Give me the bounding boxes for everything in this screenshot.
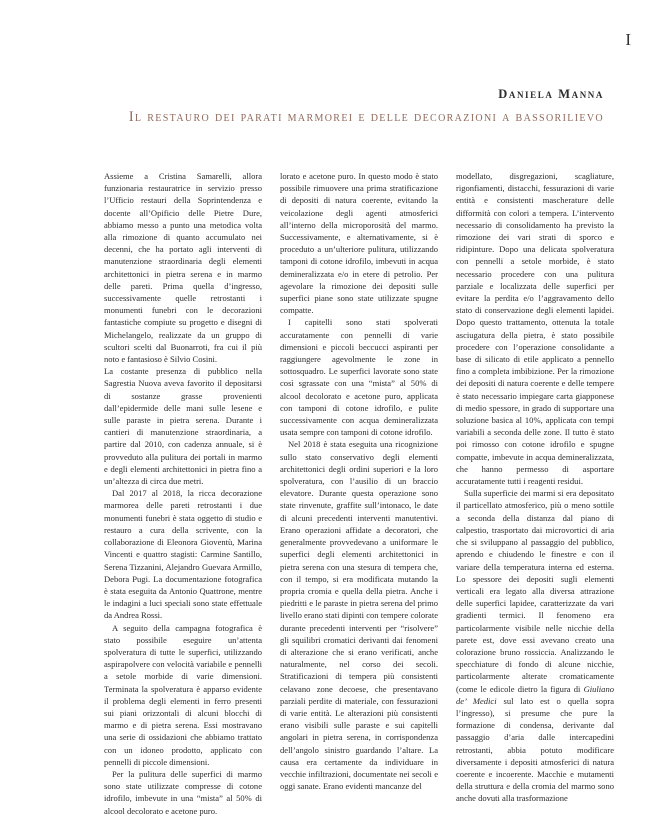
paragraph: Nel 2018 è stata eseguita una ricognizione sullo stato conservativo degli elementi architettonici degli ordini superiori e la loro spolveratura, con l’ausilio di un braccio elevatore. Durante questa operazione sono state rinvenute, graffite sull’intonaco, le date di alcuni precedenti interventi manutentivi. Erano operazioni affidate a decoratori, che generalmente provvedevano a uniformare le superfici degli elementi architettonici in pietra serena con una stesura di tempera che, con il tempo, si era modificata mutando la propria cromia e quella della pietra. Anche i piedritti e le paraste in pietra serena del primo livello erano stati dipinti con tempere colorate durante precedenti interventi per “risolvere” gli squilibri cromatici derivanti dai fenomeni di alterazione che si erano verificati, anche naturalmente, nel corso dei secoli. Stratificazioni di tempera più consistenti celavano zone decoese, che presentavano parziali perdite di materiale, con fessurazioni di varie entità. Le alterazioni più consistenti erano visibili sulle paraste e sui capitelli angolari in pietra serena, in corrispondenza dell’angolo sinistro guardando l’altare. La causa era certamente da individuare in vecchie infiltrazioni, documentate nei secoli e oggi sanate. Erano evidenti mancanze del — [280, 439, 438, 792]
paragraph: modellato, disgregazioni, scagliature, rigonfiamenti, distacchi, fessurazioni di varie entità e consistenti mascherature delle difformità con colori a tempera. L’intervento necessario di consolidamento ha previsto la rimozione dei vari strati di sporco e ridipinture. Dopo una delicata spolveratura con pennelli a setole morbide, è stato necessario procedere con una pulitura parziale e localizzata delle superfici per evitare la perdita e/o l’aggravamento dello stato di conservazione degli elementi lapidei. Dopo questo trattamento, ottenuta la totale asciugatura della pietra, è stato possibile procedere con l’operazione consolidante a base di silicato di etile applicato a pennello fino a completa imbibizione. Per la rimozione dei depositi di natura coerente e delle tempere è stato necessario impiegare carta giapponese di medio spessore, in grado di supportare una soluzione basica al 10%, applicata con tempi variabili a seconda delle zone. Il tutto è stato poi rimosso con cotone idrofilo e spugne compatte, imbevute in acqua demineralizzata, che hanno permesso di asportare accuratamente tutti i reagenti residui. — [456, 171, 614, 487]
text-column-3 — [456, 170, 614, 804]
article-body — [104, 170, 614, 816]
artwork-title: Giuliano de’ Medici — [456, 683, 614, 706]
paragraph: Dal 2017 al 2018, la ricca decorazione marmorea delle pareti retrostanti i due monumenti funebri è stata oggetto di studio e restauro a cura della scrivente, con la collaborazione di Eleonora Gioventù, Marina Vincenti e quattro stagisti: Carmine Santillo, Serena Tizzanini, Alejandro Guevara Armillo, Debora Pugi. La documentazione fotografica è stata eseguita da Antonio Quattrone, mentre le indagini a luci speciali sono state effettuale da Andrea Rossi. — [104, 488, 262, 621]
paragraph: Per la pulitura delle superfici di marmo sono state utilizzate compresse di cotone idrofilo, imbevute in una “mista” al 50% di alcool decolorato e acetone puro. — [104, 768, 262, 816]
paragraph: I capitelli sono stati spolverati accuratamente con pennelli di varie dimensioni e piccoli beccucci aspiranti per raggiungere agevolmente le zone in sottosquadro. Le superfici lavorate sono state così sgrassate con una “mista” al 50% di alcool decolorato e acetone puro, applicata con tamponi di cotone idrofilo, e pulite successivamente con acqua demineralizzata usata sempre con tamponi di cotone idrofilo. — [280, 317, 438, 438]
author-name: Daniela Manna — [498, 87, 604, 101]
paragraph: A seguito della campagna fotografica è stato possibile eseguire un’attenta spolveratura di tutte le superfici, utilizzando aspirapolvere con velocità variabile e pennelli a setole morbide di varie dimensioni. Terminata la spolveratura è apparso evidente il problema degli elementi in ferro presenti sui piani orizzontali di alcuni blocchi di marmo e di pietra serena. Essi mostravano una serie di ossidazioni che abbiamo trattato con un idoneo prodotto, applicato con pennelli di piccole dimensioni. — [104, 622, 262, 767]
text-column-1 — [104, 170, 262, 816]
page-number: I — [625, 30, 632, 49]
paragraph: La costante presenza di pubblico nella Sagrestia Nuova aveva favorito il depositarsi di sostanze grasse provenienti dall’epidermide delle mani sulle lesene e sulle paraste in pietra serena. Durante i cantieri di manutenzione straordinaria, a partire dal 2010, con cadenza annuale, si è provveduto alla pulitura dei portali in marmo e degli elementi architettonici in pietra fino a un’altezza di circa due metri. — [104, 366, 262, 487]
paragraph-text: Sulla superficie dei marmi si era depositato il particellato atmosferico, più o meno sottile a seconda della distanza dal piano di calpestio, trasportato dai microvortici di aria che si sviluppano al passaggio del pubblico, aprendo e chiudendo le finestre e con il variare della temperatura interna ed esterna. Lo spessore dei depositi sugli elementi verticali era legato alla diversa attrazione delle superfici lapidee, caratterizzate da vari gradienti termici. Il fenomeno era particolarmente visibile nelle nicchie della parete est, dove essi avevano creato una colorazione bruno rossiccia. Analizzando le specchiature di fondo di alcune nicchie, particolarmente alterate cromaticamente (come le edicole dietro la figura di — [456, 488, 614, 694]
paragraph: lorato e acetone puro. In questo modo è stato possibile rimuovere una prima stratificazione di depositi di natura coerente, evitando la veicolazione degli agenti atmosferici all’interno della microporosità del marmo. Successivamente, e alternativamente, si è proceduto a un’ulteriore pulitura, utilizzando tamponi di cotone idrofilo, imbevuti in acqua demineralizzata e/o in etere di petrolio. Per agevolare la rimozione dei depositi sulle superfici piane sono state utilizzate spugne compatte. — [280, 171, 438, 316]
paragraph: Assieme a Cristina Samarelli, allora funzionaria restauratrice in servizio presso l’Ufficio restauri della Soprintendenza e docente all’Opificio delle Pietre Dure, abbiamo messo a punto una metodica volta alla rimozione di quanto accumulato nei decenni, che ha portato agli interventi di manutenzione straordinaria degli elementi architettonici in pietra serena e in marmo delle pareti. Prima quella d’ingresso, successivamente quelle retrostanti i monumenti funebri con le decorazioni fantastiche compiute su progetto e disegni di Michelangelo, realizzate da un gruppo di scultori scelti dal Buonarroti, fra cui il più noto e fantasioso è Silvio Cosini. — [104, 171, 262, 365]
text-column-2 — [280, 170, 438, 792]
paragraph-text: sul lato est o quella sopra l’ingresso), si presume che pure la formazione di condensa, derivante dal passaggio d’aria dalle intercapedini retrostanti, abbia potuto modificare diversamente i depositi atmosferici di natura coerente e incoerente. Macchie e mutamenti della struttura e della cromia del marmo sono anche dovuti alla trasformazione — [456, 695, 614, 804]
paragraph — [456, 487, 614, 804]
article-title: Il restauro dei parati marmorei e delle decorazioni a bassorilievo — [128, 109, 604, 125]
